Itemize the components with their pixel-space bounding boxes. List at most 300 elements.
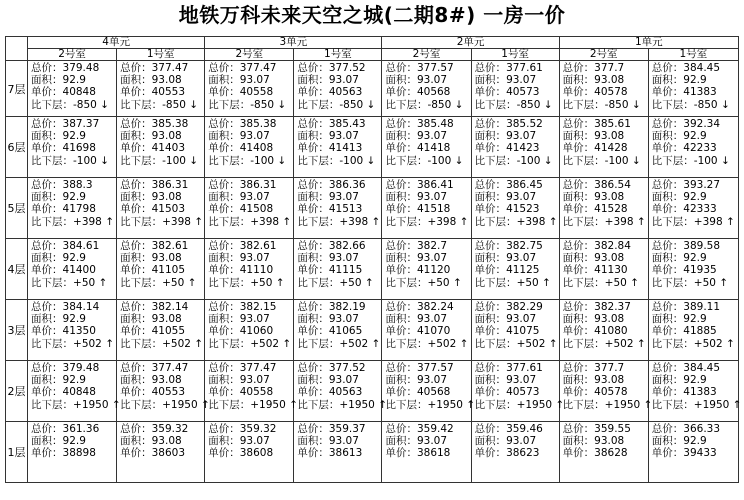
unit-price-label: 单价： [651, 264, 684, 277]
area-label: 面积： [120, 374, 152, 387]
total-price-line [120, 240, 204, 252]
floor-diff-label: 比下层： [208, 98, 251, 111]
floor-diff-label: 比下层： [31, 215, 74, 228]
unit-price-label: 单价： [297, 203, 329, 216]
unit-price-value: 41935 [683, 264, 717, 277]
area-line [385, 252, 470, 264]
area-line [652, 374, 738, 386]
unit-price-line [563, 86, 648, 98]
price-cell [205, 361, 298, 422]
total-price-value: 385.38 [151, 118, 189, 130]
total-price-value: 389.58 [683, 240, 721, 252]
corner-cell [6, 37, 28, 61]
floor-row [6, 117, 739, 178]
unit-price-line [120, 203, 204, 215]
floor-diff-label: 比下层： [208, 398, 251, 411]
unit-price-line [208, 447, 293, 459]
floor-diff-line [385, 155, 470, 167]
unit-price-label: 单价： [208, 86, 240, 99]
floor-diff-value: +502 ↑ [693, 337, 735, 350]
area-line [297, 74, 381, 86]
unit-price-value: 41798 [62, 203, 96, 216]
area-label: 面积： [562, 374, 595, 387]
area-value: 92.9 [683, 130, 707, 143]
unit-price-line [652, 142, 738, 154]
unit-price-line [297, 142, 381, 154]
unit-price-value: 41075 [506, 325, 540, 338]
total-price-line [385, 301, 470, 313]
floor-diff-label: 比下层： [120, 276, 163, 289]
unit-price-line [475, 142, 559, 154]
area-line [652, 435, 738, 447]
area-value: 92.9 [62, 435, 86, 448]
floor-diff-value: -850 ↓ [250, 98, 287, 111]
area-label: 面积： [208, 191, 240, 204]
total-price-label: 总价： [31, 179, 63, 191]
unit-price-label: 单价： [562, 325, 595, 338]
unit-price-line [120, 325, 204, 337]
total-price-line [563, 423, 648, 435]
floor-diff-label: 比下层： [208, 154, 251, 167]
total-price-label: 总价： [297, 62, 329, 74]
floor-diff-label: 比下层： [651, 276, 694, 289]
area-line [208, 313, 293, 325]
total-price-label: 总价： [120, 301, 152, 313]
room-header: 2号室 [559, 49, 648, 61]
floor-diff-label: 比下层： [651, 337, 694, 350]
floor-diff-line [208, 398, 298, 411]
floor-diff-value: +1950 ↑ [339, 398, 387, 411]
price-cell [559, 61, 648, 117]
unit-price-value: 41105 [151, 264, 186, 277]
unit-price-value: 40553 [151, 86, 186, 99]
floor-diff-value: -850 ↓ [339, 98, 376, 111]
floor-label: 4层 [6, 239, 28, 300]
total-price-line [31, 423, 116, 435]
area-label: 面积： [651, 374, 684, 387]
total-price-value: 377.52 [328, 362, 366, 374]
total-price-value: 393.27 [683, 179, 721, 191]
floor-diff-label: 比下层： [385, 154, 428, 167]
area-value: 93.07 [239, 252, 270, 265]
unit-price-line [385, 142, 470, 154]
unit-price-label: 单价： [297, 447, 329, 460]
unit-price-label: 单价： [651, 447, 684, 460]
floor-diff-line [385, 99, 470, 111]
unit-price-value: 41513 [328, 203, 363, 216]
price-cell [471, 239, 559, 300]
price-cell [117, 178, 205, 239]
area-value: 93.08 [151, 313, 182, 326]
price-cell [559, 422, 648, 483]
area-value: 92.9 [683, 435, 707, 448]
unit-price-label: 单价： [385, 325, 417, 338]
floor-diff-line [31, 277, 116, 289]
total-price-line [31, 362, 116, 374]
unit-price-line [297, 86, 381, 98]
total-price-label: 总价： [120, 118, 152, 130]
total-price-value: 384.45 [683, 362, 721, 374]
total-price-label: 总价： [31, 301, 63, 313]
area-line [475, 130, 559, 142]
room-header: 1号室 [648, 49, 738, 61]
unit-price-line [297, 325, 381, 337]
unit-header: 3单元 [205, 37, 382, 49]
area-line [297, 374, 381, 386]
unit-price-label: 单价： [31, 386, 63, 399]
total-price-value: 377.7 [594, 362, 625, 374]
total-price-label: 总价： [651, 240, 684, 252]
total-price-label: 总价： [562, 179, 595, 191]
area-value: 93.08 [151, 435, 182, 448]
total-price-value: 361.36 [62, 423, 100, 435]
total-price-line [385, 423, 470, 435]
floor-diff-label: 比下层： [31, 337, 74, 350]
price-cell [559, 178, 648, 239]
price-cell [205, 239, 294, 300]
unit-price-line [31, 325, 116, 337]
price-cell [382, 117, 471, 178]
floor-diff-line [208, 155, 293, 167]
unit-price-label: 单价： [651, 86, 684, 99]
unit-price-value: 38613 [328, 447, 363, 460]
area-label: 面积： [120, 252, 152, 265]
unit-price-value: 38898 [62, 447, 96, 460]
unit-price-value: 40568 [416, 86, 451, 99]
area-line [652, 74, 738, 86]
area-label: 面积： [120, 130, 152, 143]
unit-price-label: 单价： [385, 86, 417, 99]
total-price-line [652, 423, 738, 435]
area-value: 93.07 [416, 130, 448, 143]
area-line [208, 130, 293, 142]
price-cell [28, 239, 117, 300]
floor-diff-line [208, 216, 293, 228]
total-price-label: 总价： [120, 62, 152, 74]
price-cell [648, 178, 738, 239]
area-value: 93.07 [239, 130, 270, 143]
floor-label: 3层 [6, 300, 28, 361]
total-price-value: 359.37 [328, 423, 366, 435]
total-price-line [297, 62, 381, 74]
floor-diff-value: +398 ↑ [73, 215, 114, 228]
floor-row [6, 300, 739, 361]
total-price-label: 总价： [31, 62, 63, 74]
unit-price-value: 38618 [416, 447, 451, 460]
floor-diff-label: 比下层： [562, 98, 605, 111]
floor-diff-label: 比下层： [120, 98, 163, 111]
floor-diff-line [385, 338, 470, 350]
floor-diff-line [474, 398, 565, 411]
area-label: 面积： [297, 374, 329, 387]
area-value: 93.07 [328, 191, 359, 204]
floor-diff-label: 比下层： [474, 337, 517, 350]
unit-price-value: 41125 [506, 264, 540, 277]
area-label: 面积： [297, 130, 329, 143]
total-price-label: 总价： [297, 118, 329, 130]
floor-row [6, 61, 739, 117]
total-price-label: 总价： [120, 179, 152, 191]
total-price-value: 359.46 [506, 423, 543, 435]
total-price-line [563, 118, 648, 130]
total-price-label: 总价： [385, 362, 417, 374]
unit-price-value: 38608 [239, 447, 274, 460]
floor-diff-value: +398 ↑ [162, 215, 204, 228]
floor-label: 2层 [6, 361, 28, 422]
price-cell [294, 239, 382, 300]
floor-diff-label: 比下层： [562, 398, 605, 411]
area-label: 面积： [297, 313, 329, 326]
area-value: 92.9 [683, 252, 707, 265]
unit-price-value: 40848 [62, 86, 96, 99]
unit-price-label: 单价： [120, 142, 152, 155]
floor-diff-value: +398 ↑ [516, 215, 558, 228]
unit-price-line [385, 325, 470, 337]
floor-diff-value: +502 ↑ [427, 337, 469, 350]
total-price-label: 总价： [651, 301, 684, 313]
unit-price-line [475, 203, 559, 215]
unit-price-value: 41055 [151, 325, 186, 338]
unit-price-label: 单价： [474, 447, 507, 460]
unit-price-value: 42233 [683, 142, 717, 155]
area-line [385, 374, 470, 386]
unit-price-line [385, 447, 470, 459]
total-price-value: 382.37 [594, 301, 631, 313]
unit-price-value: 41065 [328, 325, 363, 338]
area-value: 93.07 [506, 191, 537, 204]
price-cell [28, 300, 117, 361]
total-price-line [31, 62, 116, 74]
unit-price-label: 单价： [651, 142, 684, 155]
floor-diff-label: 比下层： [31, 154, 74, 167]
area-value: 93.07 [416, 435, 448, 448]
price-cell [382, 300, 471, 361]
floor-diff-label: 比下层： [31, 98, 74, 111]
total-price-line [475, 179, 559, 191]
unit-price-label: 单价： [31, 325, 63, 338]
room-header: 1号室 [471, 49, 559, 61]
floor-row [6, 178, 739, 239]
area-value: 92.9 [683, 374, 707, 387]
total-price-label: 总价： [474, 423, 507, 435]
unit-price-label: 单价： [297, 142, 329, 155]
price-cell [205, 300, 294, 361]
area-line [297, 191, 381, 203]
total-price-value: 377.52 [328, 62, 366, 74]
price-cell [559, 117, 648, 178]
floor-diff-label: 比下层： [474, 98, 517, 111]
floor-diff-value: -100 ↓ [250, 154, 287, 167]
total-price-line [120, 179, 204, 191]
floor-diff-label: 比下层： [120, 337, 163, 350]
floor-diff-value: +50 ↑ [73, 276, 108, 289]
area-value: 93.08 [594, 374, 625, 387]
room-header: 2号室 [28, 49, 117, 61]
total-price-value: 382.66 [328, 240, 366, 252]
area-label: 面积： [385, 130, 417, 143]
area-label: 面积： [208, 130, 240, 143]
total-price-line [475, 118, 559, 130]
total-price-line [563, 301, 648, 313]
floor-diff-value: +1950 ↑ [516, 398, 565, 411]
unit-price-label: 单价： [297, 325, 329, 338]
unit-price-label: 单价： [385, 386, 417, 399]
unit-price-label: 单价： [120, 447, 152, 460]
floor-diff-label: 比下层： [297, 398, 340, 411]
area-value: 93.07 [328, 74, 359, 87]
area-value: 93.08 [151, 130, 182, 143]
unit-header: 1单元 [559, 37, 738, 49]
unit-price-line [31, 447, 116, 459]
unit-price-line [563, 264, 648, 276]
floor-diff-value: +1950 ↑ [250, 398, 298, 411]
area-label: 面积： [474, 435, 507, 448]
unit-price-line [385, 264, 470, 276]
floor-diff-line [120, 155, 204, 167]
total-price-label: 总价： [474, 301, 507, 313]
total-price-value: 382.84 [594, 240, 631, 252]
unit-price-label: 单价： [385, 142, 417, 155]
unit-price-line [475, 86, 559, 98]
area-line [120, 374, 204, 386]
total-price-value: 386.31 [239, 179, 277, 191]
price-table [5, 36, 742, 483]
total-price-line [385, 62, 470, 74]
area-label: 面积： [31, 435, 63, 448]
unit-price-line [208, 142, 293, 154]
area-line [652, 191, 738, 203]
floor-diff-label: 比下层： [385, 337, 428, 350]
unit-price-line [297, 386, 381, 398]
total-price-line [385, 179, 470, 191]
area-label: 面积： [208, 313, 240, 326]
unit-price-label: 单价： [562, 264, 595, 277]
floor-label: 6层 [6, 117, 28, 178]
price-cell [205, 178, 294, 239]
area-value: 93.07 [506, 374, 537, 387]
unit-price-value: 41418 [416, 142, 451, 155]
area-line [563, 374, 648, 386]
total-price-line [385, 118, 470, 130]
area-label: 面积： [562, 252, 595, 265]
unit-price-label: 单价： [208, 142, 240, 155]
unit-price-line [120, 447, 204, 459]
unit-header: 2单元 [382, 37, 559, 49]
price-cell [648, 300, 738, 361]
total-price-line [475, 301, 559, 313]
area-line [475, 435, 559, 447]
area-value: 93.07 [239, 435, 270, 448]
price-cell [471, 422, 559, 483]
room-header: 1号室 [117, 49, 205, 61]
unit-price-line [31, 386, 116, 398]
area-value: 93.08 [594, 313, 625, 326]
unit-price-label: 单价： [31, 447, 63, 460]
floor-diff-label: 比下层： [208, 337, 251, 350]
floor-diff-label: 比下层： [297, 276, 340, 289]
floor-diff-line [208, 99, 293, 111]
area-label: 面积： [562, 313, 595, 326]
unit-price-value: 41070 [416, 325, 451, 338]
area-line [475, 74, 559, 86]
area-line [31, 130, 116, 142]
floor-diff-value: +50 ↑ [250, 276, 285, 289]
price-cell [294, 422, 382, 483]
total-price-value: 392.34 [683, 118, 721, 130]
total-price-label: 总价： [31, 362, 63, 374]
total-price-value: 382.75 [506, 240, 543, 252]
area-value: 93.08 [594, 130, 625, 143]
unit-price-label: 单价： [208, 203, 240, 216]
floor-diff-label: 比下层： [385, 398, 428, 411]
area-value: 93.07 [328, 313, 359, 326]
floor-diff-value: +398 ↑ [604, 215, 646, 228]
unit-price-label: 单价： [31, 203, 63, 216]
floor-diff-value: +398 ↑ [250, 215, 292, 228]
price-cell [117, 300, 205, 361]
total-price-line [297, 118, 381, 130]
price-cell [28, 178, 117, 239]
unit-price-value: 41503 [151, 203, 186, 216]
area-label: 面积： [31, 74, 63, 87]
unit-price-label: 单价： [31, 264, 63, 277]
total-price-line [297, 362, 381, 374]
unit-price-label: 单价： [208, 386, 240, 399]
unit-price-value: 41383 [683, 86, 717, 99]
total-price-value: 385.38 [239, 118, 277, 130]
area-line [208, 374, 293, 386]
total-price-line [297, 301, 381, 313]
total-price-label: 总价： [651, 423, 684, 435]
unit-price-label: 单价： [385, 447, 417, 460]
area-line [385, 130, 470, 142]
total-price-value: 382.29 [506, 301, 543, 313]
price-cell [559, 361, 653, 422]
total-price-value: 377.61 [506, 62, 543, 74]
total-price-label: 总价： [31, 118, 63, 130]
total-price-line [652, 301, 738, 313]
floor-diff-label: 比下层： [31, 276, 74, 289]
floor-diff-label: 比下层： [208, 215, 251, 228]
unit-price-value: 41080 [594, 325, 628, 338]
unit-price-label: 单价： [297, 264, 329, 277]
floor-diff-line [297, 338, 381, 350]
area-label: 面积： [385, 191, 417, 204]
floor-diff-line [563, 338, 648, 350]
area-line [208, 191, 293, 203]
unit-price-line [120, 142, 204, 154]
total-price-value: 377.61 [506, 362, 543, 374]
total-price-value: 377.7 [594, 62, 625, 74]
floor-diff-label: 比下层： [297, 215, 340, 228]
floor-diff-value: +1950 ↑ [427, 398, 476, 411]
area-label: 面积： [120, 435, 152, 448]
floor-diff-line [475, 99, 559, 111]
area-line [475, 374, 559, 386]
area-value: 93.07 [506, 252, 537, 265]
floor-diff-line [120, 277, 204, 289]
price-cell [559, 239, 648, 300]
total-price-line [385, 362, 470, 374]
unit-price-value: 41508 [239, 203, 274, 216]
total-price-label: 总价： [651, 118, 684, 130]
floor-diff-value: -100 ↓ [516, 154, 553, 167]
total-price-line [208, 62, 293, 74]
total-price-line [563, 179, 648, 191]
area-line [652, 252, 738, 264]
total-price-line [563, 62, 648, 74]
area-label: 面积： [474, 252, 507, 265]
